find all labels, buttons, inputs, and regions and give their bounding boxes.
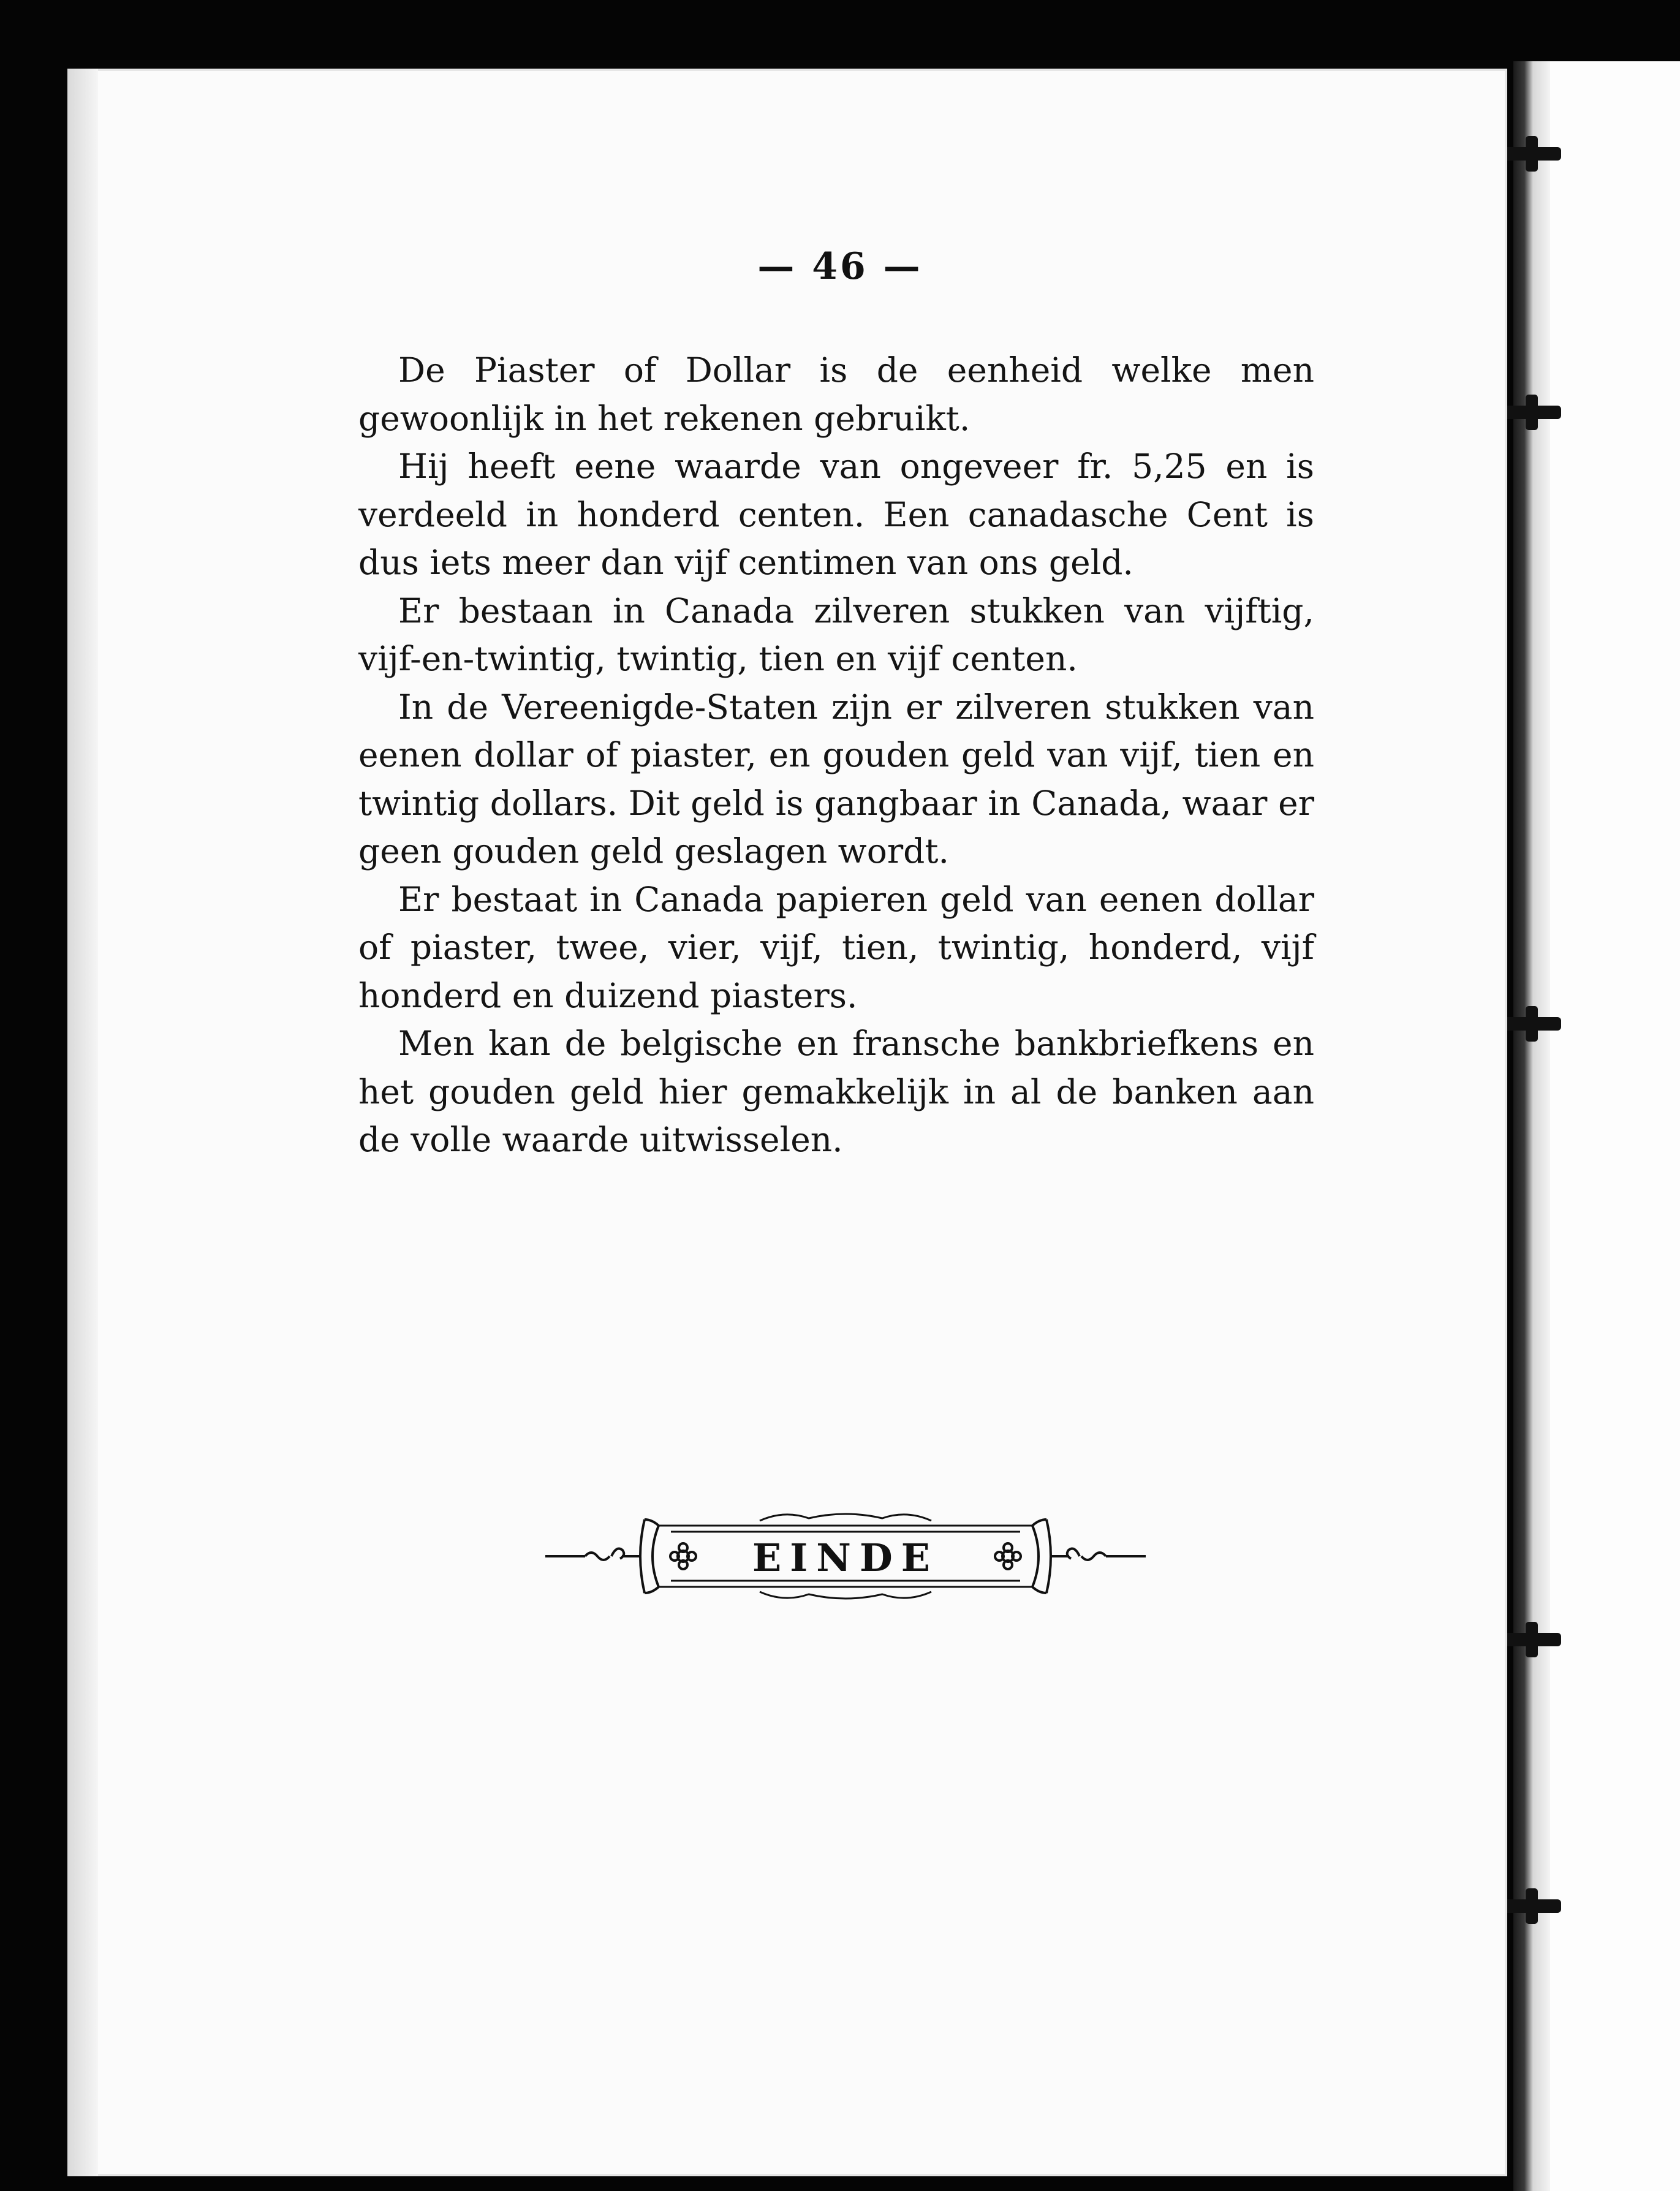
einde-label: EINDE <box>752 1535 939 1580</box>
binding-stitch-icon <box>1502 1017 1561 1031</box>
page-edge <box>67 69 98 2176</box>
einde-ornament <box>539 1507 1152 1605</box>
paragraph: In de Vereenigde-Staten zijn er zilveren stukken van eenen dollar of piaster, en gouden geld van vijf, tien en twintig dollars. Dit geld is gangbaar in Canada, waar er geen gouden geld geslagen wordt. <box>358 687 1314 871</box>
body-text <box>358 346 1314 1164</box>
binding-stitch-icon <box>1502 1899 1561 1913</box>
paragraph: Er bestaan in Canada zilveren stukken van vijftig, vijf-en-twintig, twintig, tien en vijf centen. <box>358 591 1314 678</box>
paragraph: Er bestaat in Canada papieren geld van eenen dollar of piaster, twee, vier, vijf, tien, twintig, honderd, vijf honderd en duizend piasters. <box>358 879 1314 1015</box>
page-number: — 46 — <box>757 245 923 288</box>
binding-stitch-icon <box>1502 1633 1561 1646</box>
paragraph: De Piaster of Dollar is de eenheid welke men gewoonlijk in het rekenen gebruikt. <box>358 350 1314 438</box>
paragraph: Men kan de belgische en fransche bankbriefkens en het gouden geld hier gemakkelijk in al de banken aan de volle waarde uitwisselen. <box>358 1024 1314 1159</box>
binding-stitch-icon <box>1502 147 1561 161</box>
book-spine <box>1513 61 1550 2191</box>
paragraph: Hij heeft eene waarde van ongeveer fr. 5,25 en is verdeeld in honderd centen. Een canadasche Cent is dus iets meer dan vijf centimen van ons geld. <box>358 447 1314 582</box>
binding-stitch-icon <box>1502 406 1561 419</box>
